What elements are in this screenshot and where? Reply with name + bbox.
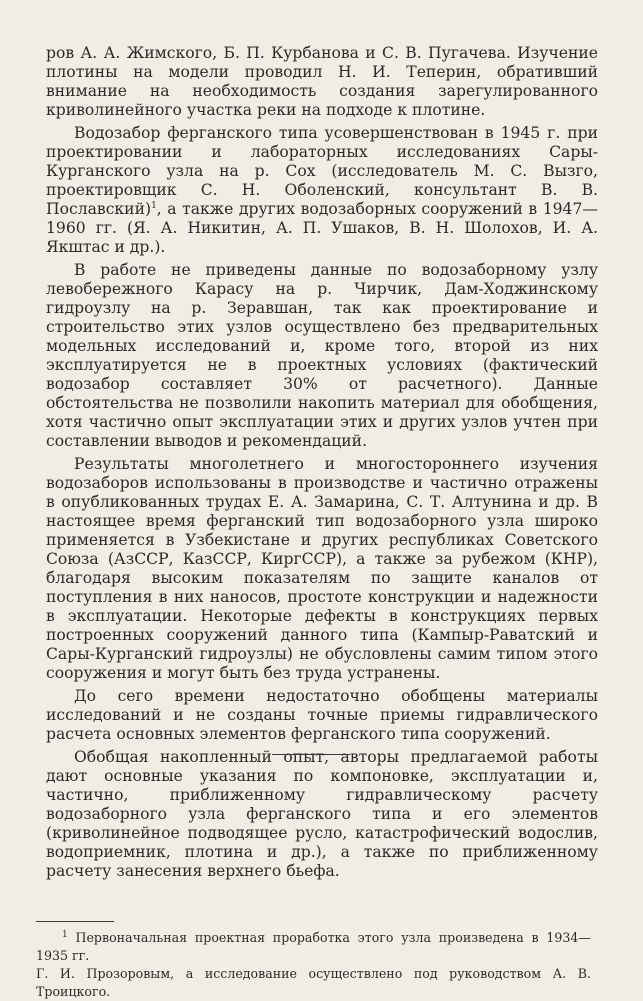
paragraph-2-text-a: Водозабор ферганского типа усовершенствован в 1945 г. при проектировании и лабораторных исследованиях Сары-Курганского узла на р. Сох (исследователь М. С. Вызго, проектировщик С. Н. Оболенский, консультант В. В. Пославский) — [46, 124, 598, 218]
footnote-line-1 — [36, 929, 591, 965]
footnote-rule — [36, 921, 114, 922]
paragraph-4: Результаты многолетнего и многостороннего изучения водозаборов использованы в производстве и частично отражены в опубликованных трудах Е. А. Замарина, С. Т. Алтунина и др. В настоящее время ферганский тип водозаборного узла широко применяется в Узбекистане и других республиках Советского Союза (АзССР, КазССР, КиргССР), а также за рубежом (КНР), благодаря высоким показателям по защите каналов от поступления в них наносов, простоте конструкции и надежности в эксплуатации. Некоторые дефекты в конструкциях первых построенных сооружений данного типа (Кампыр-Раватский и Сары-Курганский гидроузлы) не обусловлены самим типом этого сооружения и могут быть без труда устранены. — [46, 455, 598, 682]
paragraph-5: До сего времени недостаточно обобщены материалы исследований и не созданы точные приемы гидравлического расчета основных элементов ферганского типа сооружений. — [46, 687, 598, 743]
footnote-reference: 1 — [151, 200, 157, 211]
section-separator — [272, 754, 350, 755]
paragraph-2 — [46, 124, 598, 257]
footnote — [36, 929, 591, 1001]
footnote-line-2: Г. И. Прозоровым, а исследование осуществлено под руководством А. В. Троицкого. — [36, 966, 591, 999]
paragraph-1: ров А. А. Жимского, Б. П. Курбанова и С. В. Пугачева. Изучение плотины на модели проводил Н. И. Теперин, обративший внимание на необходимость создания зарегулированного криволинейного участка реки на подходе к плотине. — [46, 44, 598, 119]
paragraph-2-text-b: , а также других водозаборных сооружений в 1947—1960 гг. (Я. А. Никитин, А. П. Ушаков, В. Н. Шолохов, И. А. Якштас и др.). — [46, 200, 598, 256]
footnote-line-1-text: Первоначальная проектная проработка этого узла произведена в 1934— 1935 гг. — [36, 930, 591, 963]
footnote-marker: 1 — [62, 929, 68, 940]
paragraph-3: В работе не приведены данные по водозаборному узлу левобережного Карасу на р. Чирчик, Дам-Ходжинскому гидроузлу на р. Зеравшан, так как проектирование и строительство этих узлов осуществлено без предварительных модельных исследований и, кроме того, второй из них эксплуатируется не в проектных условиях (фактический водозабор составляет 30% от расчетного). Данные обстоятельства не позволили накопить материал для обобщения, хотя частично опыт эксплуатации этих и других узлов учтен при составлении выводов и рекомендаций. — [46, 261, 598, 450]
paragraph-6: Обобщая накопленный опыт, авторы предлагаемой работы дают основные указания по компоновке, эксплуатации и, частично, приближенному гидравлическому расчету водозаборного узла ферганского типа и его элементов (криволинейное подводящее русло, катастрофический водослив, водоприемник, плотина и др.), а также по приближенному расчету занесения верхнего бьефа. — [46, 748, 598, 880]
body-text — [46, 44, 598, 881]
